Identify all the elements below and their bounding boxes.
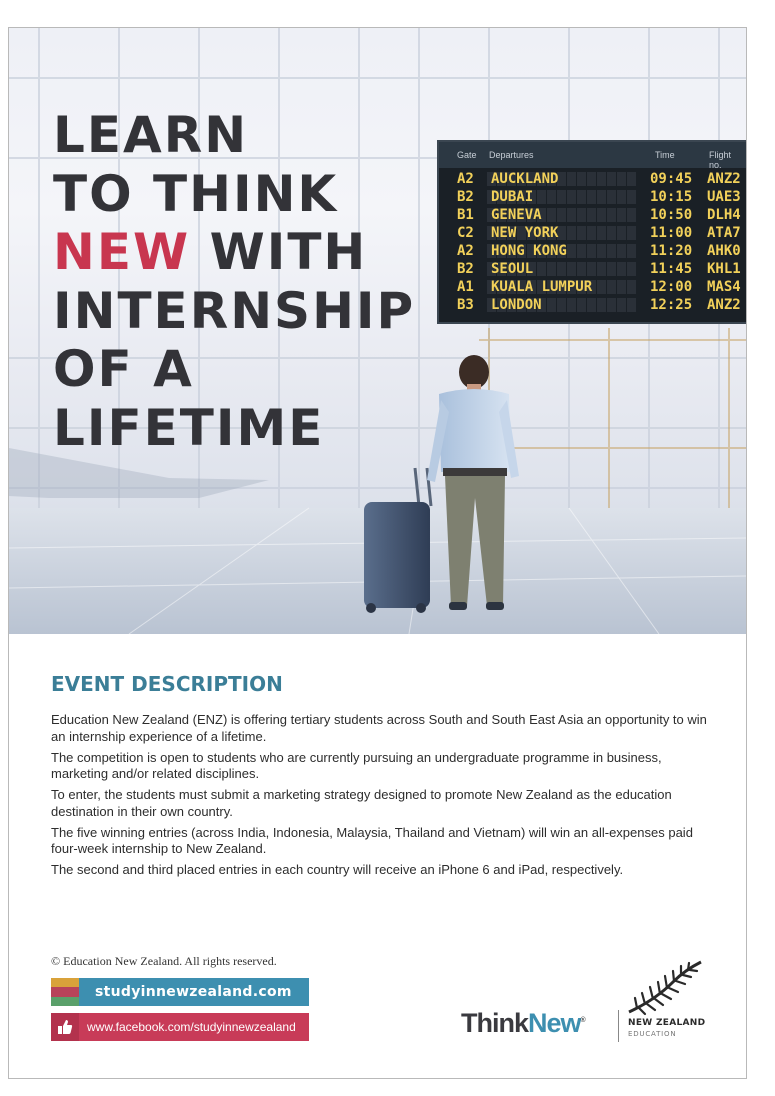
board-row-gate: A1	[457, 279, 474, 295]
facebook-link-text: www.facebook.com/studyinnewzealand	[87, 1020, 296, 1034]
headline-line-3	[53, 223, 415, 282]
headline-line-2: TO THINK	[53, 164, 339, 223]
board-row-flight: ATA7	[707, 225, 741, 241]
board-header-departures: Departures	[489, 150, 534, 160]
board-row-time: 11:20	[650, 243, 693, 259]
board-row-destination: GENEVA	[491, 207, 542, 223]
board-row-destination: DUBAI	[491, 189, 534, 205]
thumbs-up-icon	[51, 1013, 79, 1041]
headline-line-3-rest: WITH	[190, 223, 368, 281]
event-paragraph: The competition is open to students who are currently pursuing an undergraduate programme in business, marketing and/or related disciplines.	[51, 749, 662, 781]
board-row-time: 12:00	[650, 279, 693, 295]
poster-sheet	[8, 27, 747, 1079]
event-paragraph: The five winning entries (across India, Indonesia, Malaysia, Thailand and Vietnam) will win an all-expenses paid four-week internship to New Zealand.	[51, 824, 693, 856]
board-row	[439, 170, 746, 188]
board-row-destination: KUALA LUMPUR	[491, 279, 593, 295]
board-row-flight: KHL1	[707, 261, 741, 277]
board-row	[439, 296, 746, 314]
board-row-destination: AUCKLAND	[491, 171, 559, 187]
board-row-flight: MAS4	[707, 279, 741, 295]
board-row-gate: C2	[457, 225, 474, 241]
board-row-time: 11:45	[650, 261, 693, 277]
silver-fern-icon	[625, 960, 705, 1016]
headline-accent-new: NEW	[53, 223, 191, 281]
nz-education-name: NEW ZEALAND	[628, 1018, 706, 1028]
headline-line-5: OF A	[53, 340, 194, 398]
thinknew-logo	[461, 1008, 585, 1039]
board-row-gate: B2	[457, 261, 474, 277]
board-row-destination: LONDON	[491, 297, 542, 313]
nz-flag-stripes-icon	[51, 978, 79, 1006]
board-row-destination: NEW YORK	[491, 225, 559, 241]
registered-mark: ®	[580, 1017, 585, 1024]
event-paragraph: To enter, the students must submit a marketing strategy designed to promote New Zealand as the education destination in their own country.	[51, 787, 672, 819]
departures-board-header	[439, 142, 746, 168]
website-link-text: studyinnewzealand.com	[95, 984, 292, 1000]
board-row-gate: A2	[457, 171, 474, 187]
board-row-flight: DLH4	[707, 207, 741, 223]
board-header-flight: Flight no.	[709, 150, 732, 170]
board-row-time: 12:25	[650, 297, 693, 313]
board-row	[439, 206, 746, 224]
board-row-gate: B3	[457, 297, 474, 313]
board-header-time: Time	[655, 150, 675, 160]
facebook-link[interactable]	[51, 1013, 309, 1041]
board-header-gate: Gate	[457, 150, 477, 160]
copyright-notice: © Education New Zealand. All rights reserved.	[51, 954, 277, 968]
headline	[53, 106, 415, 457]
board-row-gate: B2	[457, 189, 474, 205]
departures-board	[437, 140, 746, 324]
board-row-gate: B1	[457, 207, 474, 223]
board-row-time: 11:00	[650, 225, 693, 241]
board-row-destination: SEOUL	[491, 261, 534, 277]
logo-divider	[618, 1010, 619, 1042]
board-row	[439, 224, 746, 242]
board-row-destination: HONG KONG	[491, 243, 567, 259]
board-row-time: 10:15	[650, 189, 693, 205]
board-row	[439, 188, 746, 206]
event-paragraph: The second and third placed entries in each country will receive an iPhone 6 and iPad, respectively.	[51, 862, 624, 877]
event-description-body	[51, 712, 711, 883]
board-row	[439, 278, 746, 296]
board-row-flight: ANZ2	[707, 171, 741, 187]
headline-line-1: LEARN	[53, 106, 249, 164]
event-description-title: EVENT DESCRIPTION	[51, 672, 283, 696]
board-row	[439, 242, 746, 260]
board-row-flight: AHK0	[707, 243, 741, 259]
nz-education-sub: EDUCATION	[628, 1030, 677, 1038]
board-row-time: 10:50	[650, 207, 693, 223]
board-row-time: 09:45	[650, 171, 693, 187]
headline-line-6: LIFETIME	[53, 398, 325, 457]
hero-banner	[9, 28, 746, 634]
thinknew-logo-think: Think	[461, 1008, 528, 1038]
board-row	[439, 260, 746, 278]
board-row-flight: UAE3	[707, 189, 741, 205]
website-link[interactable]	[51, 978, 309, 1006]
headline-line-4: INTERNSHIP	[53, 281, 416, 340]
event-paragraph: Education New Zealand (ENZ) is offering tertiary students across South and South East Asia an opportunity to win an internship experience of a lifetime.	[51, 712, 707, 744]
board-row-gate: A2	[457, 243, 474, 259]
board-row-flight: ANZ2	[707, 297, 741, 313]
thinknew-logo-new: New	[528, 1008, 581, 1038]
